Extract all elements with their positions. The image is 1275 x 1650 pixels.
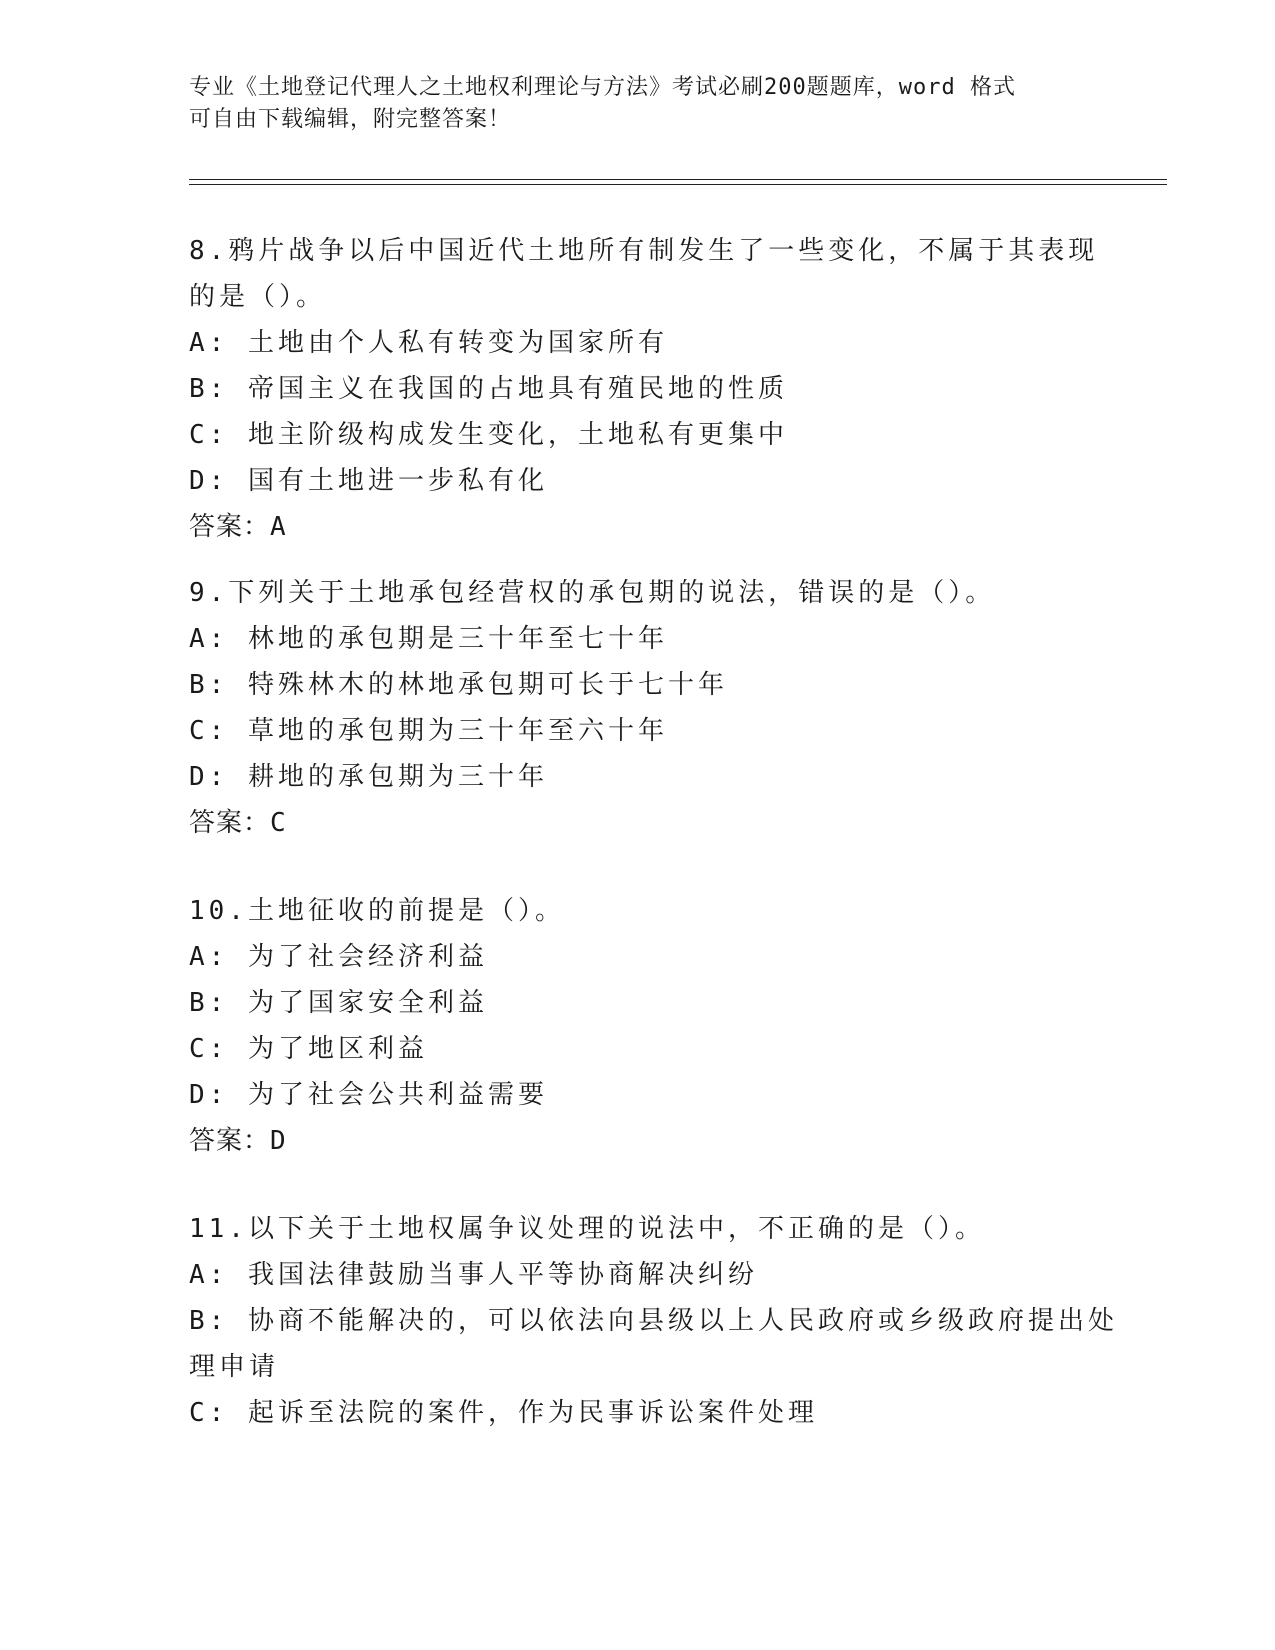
option-a: A: 林地的承包期是三十年至七十年: [189, 624, 668, 654]
answer-value: D: [270, 1126, 287, 1156]
answer-label: 答案：: [189, 808, 271, 838]
header-divider-bottom: [189, 184, 1167, 185]
question-8: [189, 228, 1099, 550]
option-c: C: 地主阶级构成发生变化，土地私有更集中: [189, 420, 788, 450]
question-stem: 8.鸦片战争以后中国近代土地所有制发生了一些变化，不属于其表现: [189, 236, 1099, 266]
answer-label: 答案：: [189, 1126, 271, 1156]
option-a: A: 为了社会经济利益: [189, 942, 488, 972]
option-b: B: 帝国主义在我国的占地具有殖民地的性质: [189, 374, 788, 404]
option-b: B: 为了国家安全利益: [189, 988, 488, 1018]
answer: [189, 1118, 1089, 1164]
answer-value: C: [270, 808, 287, 838]
answer: [189, 800, 1089, 846]
option-b-cont: 理申请: [189, 1352, 280, 1382]
question-stem: 11.以下关于土地权属争议处理的说法中，不正确的是（）。: [189, 1214, 985, 1244]
header-line-1: 专业《土地登记代理人之土地权利理论与方法》考试必刷200题题库，word 格式: [189, 75, 1016, 100]
option-a: A: 我国法律鼓励当事人平等协商解决纠纷: [189, 1260, 758, 1290]
answer: [189, 504, 1089, 550]
option-d: D: 国有土地进一步私有化: [189, 466, 548, 496]
question-stem-cont: 的是（）。: [189, 282, 327, 312]
question-10: [189, 888, 1089, 1164]
option-b: B: 协商不能解决的，可以依法向县级以上人民政府或乡级政府提出处: [189, 1306, 1118, 1336]
option-d: D: 耕地的承包期为三十年: [189, 762, 548, 792]
question-9: [189, 570, 1089, 846]
option-c: C: 起诉至法院的案件，作为民事诉讼案件处理: [189, 1398, 818, 1428]
option-a: A: 土地由个人私有转变为国家所有: [189, 328, 668, 358]
question-11: [189, 1206, 1118, 1436]
question-stem: 10.土地征收的前提是（）。: [189, 896, 565, 926]
option-c: C: 为了地区利益: [189, 1034, 428, 1064]
option-d: D: 为了社会公共利益需要: [189, 1080, 548, 1110]
answer-value: A: [270, 512, 287, 542]
header-divider-top: [189, 179, 1167, 180]
option-c: C: 草地的承包期为三十年至六十年: [189, 716, 668, 746]
answer-label: 答案：: [189, 512, 271, 542]
question-stem: 9.下列关于土地承包经营权的承包期的说法，错误的是（）。: [189, 578, 996, 608]
document-header: [189, 72, 1089, 136]
header-line-2: 可自由下载编辑，附完整答案！: [189, 107, 512, 132]
option-b: B: 特殊林木的林地承包期可长于七十年: [189, 670, 728, 700]
